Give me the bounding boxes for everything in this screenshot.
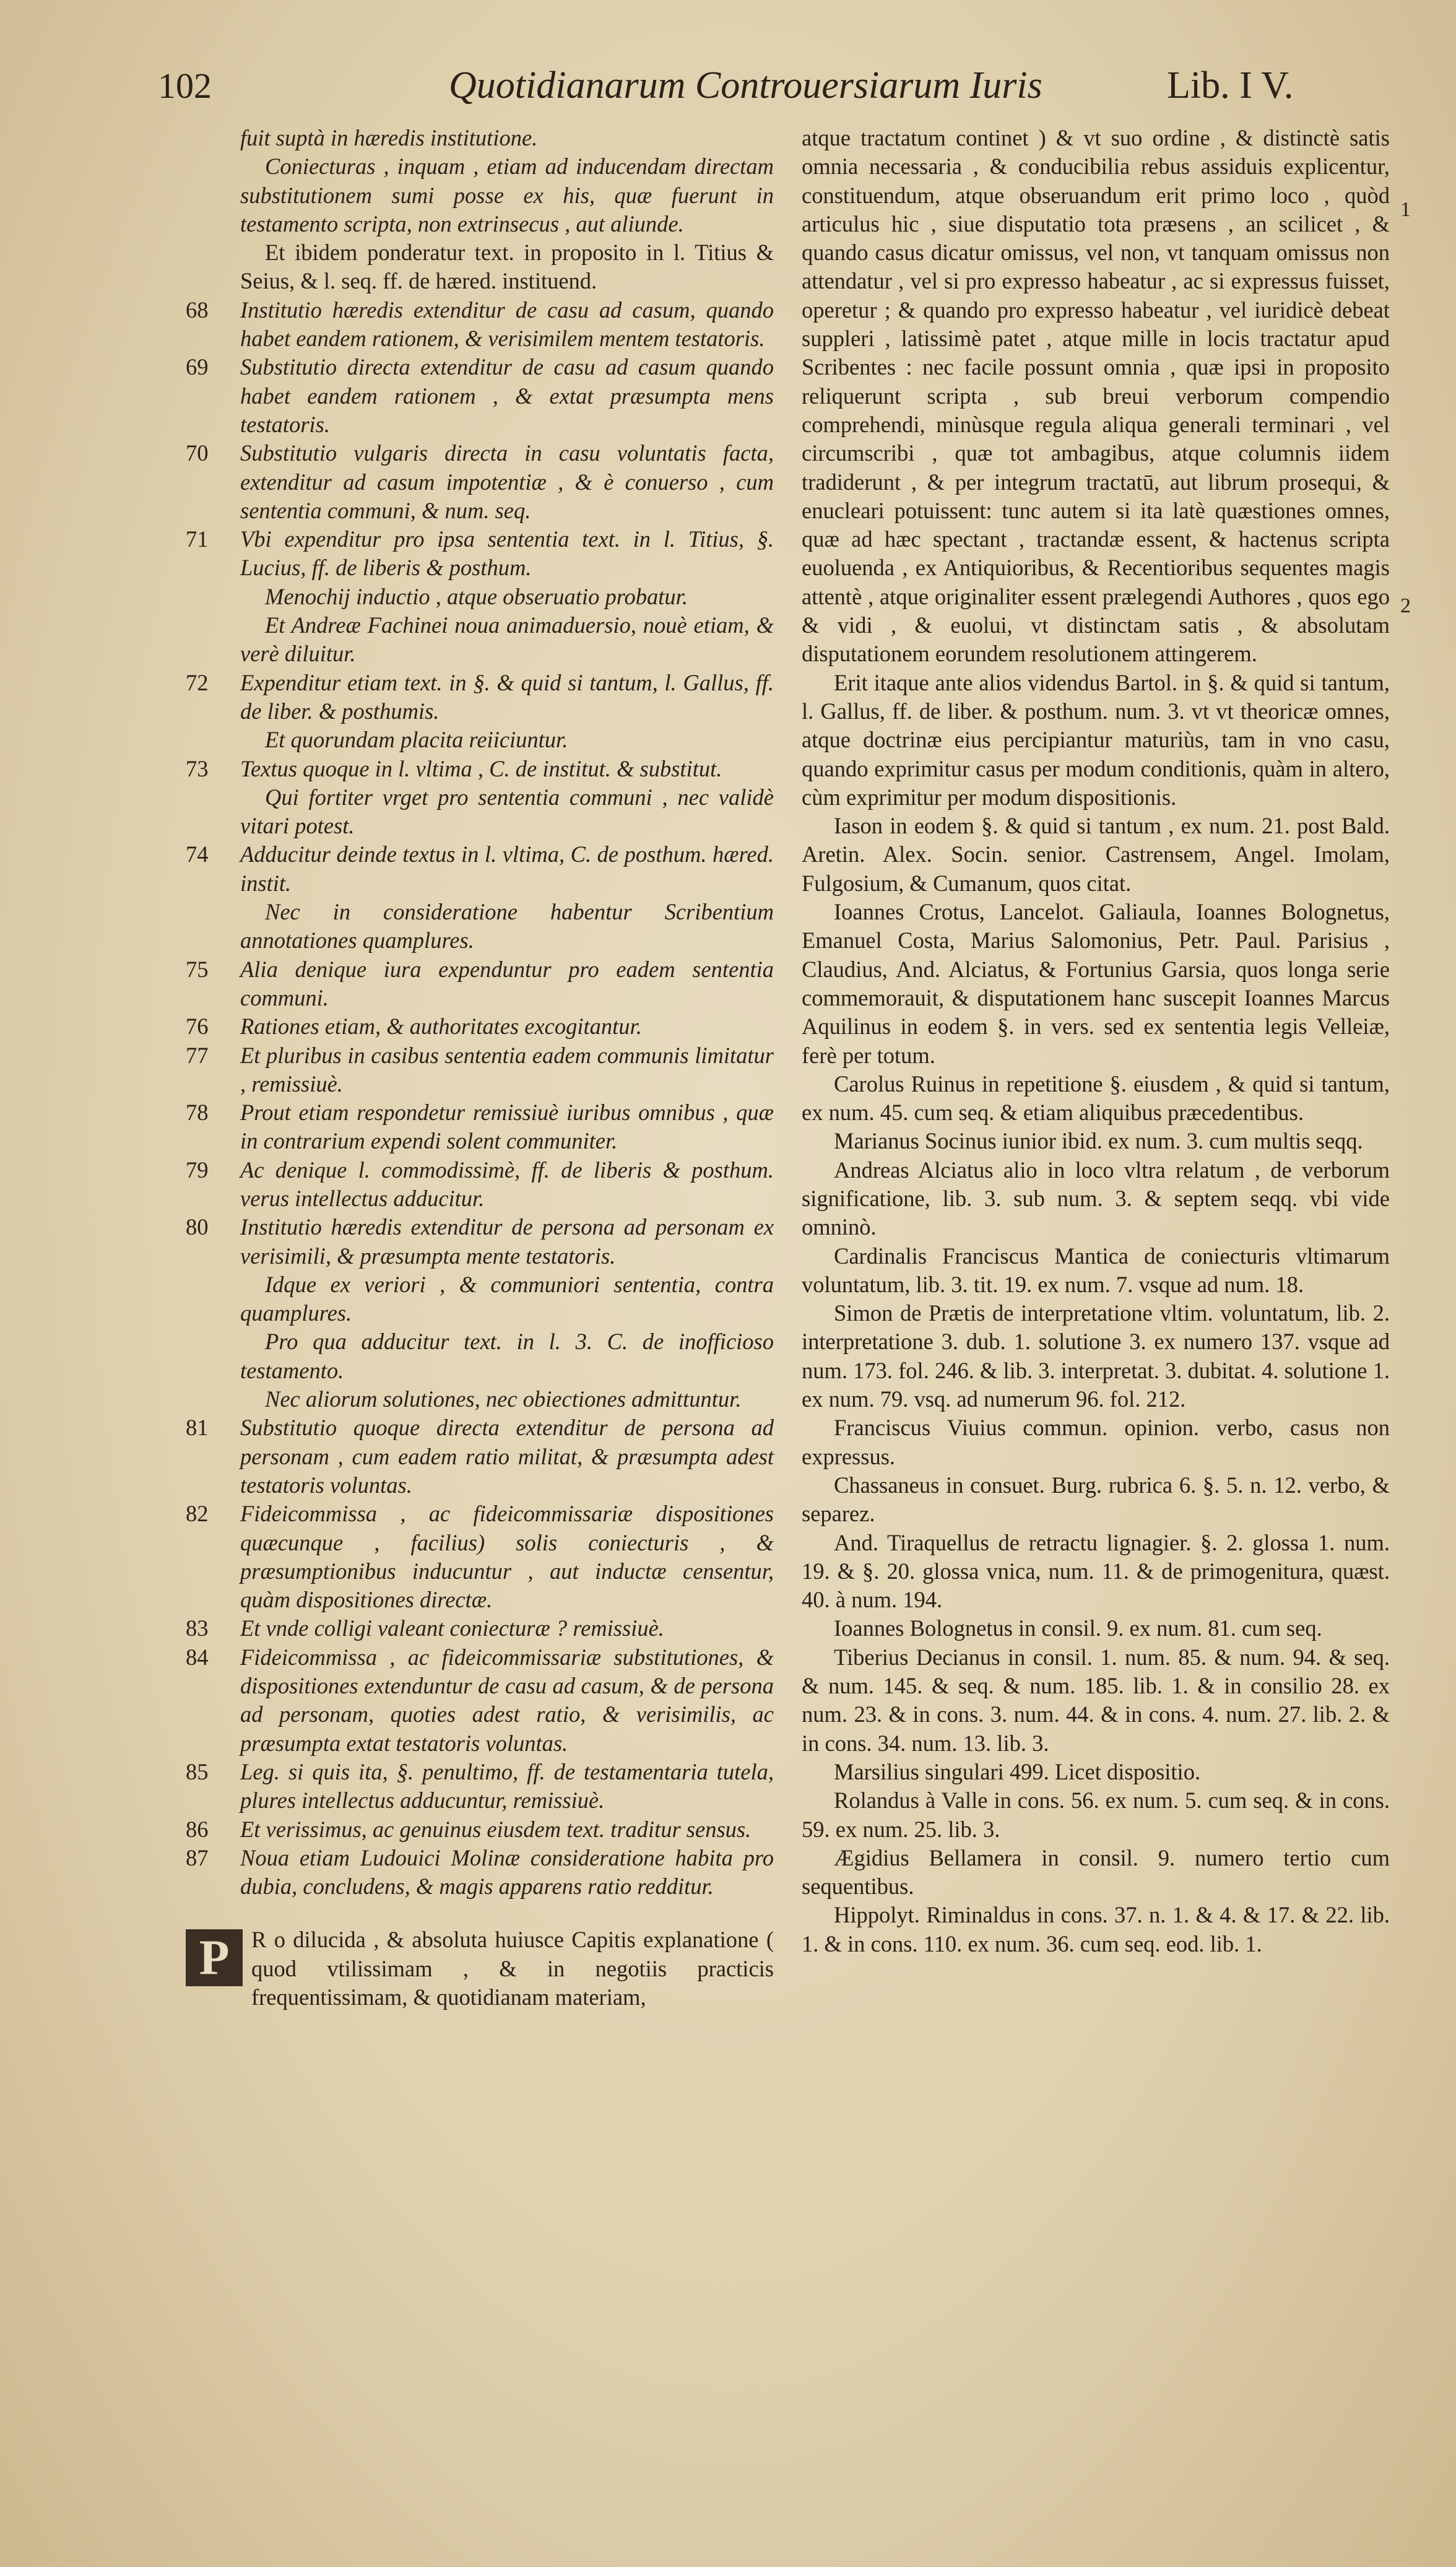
summary-entry (186, 1414, 774, 1500)
summary-entry-text: Substitutio directa extenditur de casu ad casum quando habet eandem rationem , & extat præsumpta mens testatoris. (240, 354, 774, 437)
summary-entry (186, 439, 774, 525)
body-paragraph: Ioannes Bolognetus in consil. 9. ex num. 81. cum seq. (834, 1615, 1322, 1641)
summary-entry-number: 78 (186, 1100, 209, 1126)
margin-number-1: 1 (1400, 198, 1411, 221)
margin-number-2: 2 (1400, 594, 1411, 617)
summary-entry-text: Noua etiam Ludouici Molinæ consideratione habita pro dubia, concludens, & magis apparens ratio redditur. (240, 1844, 774, 1900)
page-header (158, 59, 1303, 115)
summary-entry (186, 955, 774, 1013)
summary-entry-number: 87 (186, 1844, 209, 1870)
summary-entry (186, 1012, 774, 1041)
summary-entry (186, 1758, 774, 1815)
summary-subentry: Idque ex veriori , & communiori sententia, contra quamplures. (240, 1271, 774, 1326)
summary-entry-text: Ac denique l. commodissimè, ff. de liberis & posthum. verus intellectus adducitur. (240, 1157, 774, 1211)
summary-entry-text: Alia denique iura expenduntur pro eadem sententia communi. (240, 956, 774, 1010)
summary-entry-text: Et verissimus, ac genuinus eiusdem text. traditur sensus. (240, 1816, 752, 1842)
summary-entry (186, 1614, 774, 1643)
body-paragraph: Marianus Socinus iunior ibid. ex num. 3. cum multis seqq. (834, 1128, 1363, 1154)
summary-entry-text: Adducitur deinde textus in l. vltima, C. de posthum. hæred. instit. (240, 841, 774, 896)
body-paragraph: Tiberius Decianus in consil. 1. num. 85. & num. 94. & seq. & num. 145. & seq. & num. 185. lib. 1. & in consilio 28. ex num. 23. & in cons. 3. num. 44. & in cons. 4. num. 27. lib. 2. & in cons. 34. num. 13. lib. 3. (802, 1644, 1390, 1756)
summary-entry-text: Textus quoque in l. vltima , C. de institut. & substitut. (240, 755, 722, 781)
body-paragraph: Franciscus Viuius commun. opinion. verbo, casus non expressus. (802, 1415, 1390, 1469)
body-paragraph: Erit itaque ante alios videndus Bartol. in §. & quid si tantum, l. Gallus, ff. de liber. & posthum. num. 3. vt vt theoricæ omnes, atque doctrinæ eius percipiantur maturiùs, tam in vno casu, quando exprimitur casus per modum conditionis, quàm in altero, cùm exprimitur per modum dispositionis. (802, 669, 1390, 810)
summary-entry (186, 669, 774, 726)
summary-entry-number: 73 (186, 755, 209, 781)
summary-entry (186, 353, 774, 439)
summary-entry-number: 85 (186, 1758, 209, 1784)
summary-entry-text: Vbi expenditur pro ipsa sententia text. in l. Titius, §. Lucius, ff. de liberis & posthum. (240, 526, 774, 581)
body-paragraph: atque tractatum continet ) & vt suo ordine , & distinctè satis omnia necessaria , & conducibilia rebus assiduis explicentur, constituendum, atque obseruandum erit primo loco , quòd articulus hic , siue disputatio tota præsens , an scilicet , & quando casus dicatur omissus, vel non, vt tanquam omissus non attendatur , vel si pro expresso habeatur , ac si expressus fuisset, operetur ; & quando pro expresso habeatur , vel iuridicè debeat suppleri , latissimè patet , atque mille in locis tractatur apud Scribentes : nec facile possunt omnia , quæ ipsi in proposito reliquerunt scripta , sub breui verborum compendio comprehendi, minùsque regula aliqua generali terminari , vel circumscribi , quæ tot ambagibus, atque columnis iidem tradiderunt , & per integrum tractatū, aut librum prosequi, & enucleari potuissent: tunc autem si ita latè quæstiones omnes, quæ ad hæc spectant , tractandæ essent, & hactenus scripta euoluenda , ex Antiquioribus, & Recentioribus sequentes magis attentè , atque originaliter essent prælegendi Authores , quos ego & vidi , & euolui, vt distinctam satis , & absolutam disputationem eorundem resolutionem attingerem. (802, 125, 1390, 667)
summary-entry-number: 71 (186, 526, 209, 552)
page-number: 102 (158, 66, 212, 106)
summary-entry-number: 82 (186, 1501, 209, 1527)
body-paragraph: Chassaneus in consuet. Burg. rubrica 6. §. 5. n. 12. verbo, & separez. (802, 1472, 1390, 1527)
summary-entry-number: 83 (186, 1615, 209, 1641)
body-paragraph: Iason in eodem §. & quid si tantum , ex num. 21. post Bald. Aretin. Alex. Socin. senior. Castrensem, Angel. Imolam, Fulgosium, & Cumanum, quos citat. (802, 813, 1390, 896)
summary-entry (186, 1643, 774, 1758)
summary-entry-text: Fideicommissa , ac fideicommissariæ substitutiones, & dispositiones extenduntur de casu ad casum, & de persona ad personam, quoties adest ratio, & verisimilis, ac præsumpta extat testatoris voluntas. (240, 1644, 774, 1756)
summary-entry-text: Et vnde colligi valeant coniecturæ ? remissiuè. (240, 1615, 664, 1641)
body-paragraph: Carolus Ruinus in repetitione §. eiusdem , & quid si tantum, ex num. 45. cum seq. & etiam aliquibus præcedentibus. (802, 1071, 1390, 1126)
body-paragraph: And. Tiraquellus de retractu lignagier. §. 2. glossa 1. num. 19. & §. 20. glossa vnica, num. 11. & de primogenitura, quæst. 40. à num. 194. (802, 1529, 1390, 1613)
summary-entry (186, 1156, 774, 1214)
summary-entry-text: Leg. si quis ita, §. penultimo, ff. de testamentaria tutela, plures intellectus adducuntur, remissiuè. (240, 1758, 774, 1813)
right-paragraphs (802, 124, 1390, 1958)
summary-entry-text: Et pluribus in casibus sententia eadem communis limitatur , remissiuè. (240, 1042, 774, 1097)
summary-entry (186, 1213, 774, 1270)
body-paragraph: Andreas Alciatus alio in loco vltra relatum , de verborum significatione, lib. 3. sub num. 3. & septem seqq. vbi vide omninò. (802, 1157, 1390, 1240)
summary-entry (186, 840, 774, 898)
summary-subentry: Nec in consideratione habentur Scribentium annotationes quamplures. (240, 899, 774, 953)
summary-entry-number: 75 (186, 956, 209, 982)
body-paragraph: Marsilius singulari 499. Licet dispositio. (834, 1758, 1201, 1784)
summary-intro-2: Coniecturas , inquam , etiam ad inducendam directam substitutionem sumi posse ex his, quæ fuerunt in testamento scripta, non extrinsecus , aut aliunde. (240, 154, 774, 237)
running-title: Quotidianarum Controuersiarum Iuris (449, 64, 1042, 106)
summary-entry-number: 70 (186, 440, 209, 466)
summary-entry-number: 84 (186, 1644, 209, 1670)
summary-subentry: Pro qua adducitur text. in l. 3. C. de inofficioso testamento. (240, 1329, 774, 1383)
summary-entry-number: 79 (186, 1157, 209, 1183)
summary-entry-number: 86 (186, 1816, 209, 1842)
body-paragraph: Hippolyt. Riminaldus in cons. 37. n. 1. & 4. & 17. & 22. lib. 1. & in cons. 110. ex num. 36. cum seq. eod. lib. 1. (802, 1902, 1390, 1957)
summary-intro-3: Et ibidem ponderatur text. in proposito in l. Titius & Seius, & l. seq. ff. de hæred. instituend. (240, 240, 774, 294)
summary-entry-number: 76 (186, 1014, 209, 1040)
summary-subentry: Menochij inductio , atque obseruatio probatur. (265, 583, 688, 609)
summary-entry-text: Expenditur etiam text. in §. & quid si tantum, l. Gallus, ff. de liber. & posthumis. (240, 669, 774, 724)
summary-entry (186, 1815, 774, 1844)
chapter-opening (186, 1926, 774, 2012)
summary-entry-text: Institutio hæredis extenditur de casu ad casum, quando habet eandem rationem, & verisimilem mentem testatoris. (240, 297, 774, 352)
body-paragraph: Rolandus à Valle in cons. 56. ex num. 5. cum seq. & in cons. 59. ex num. 25. lib. 3. (802, 1787, 1390, 1842)
body-paragraph: Cardinalis Franciscus Mantica de coniecturis vltimarum voluntatum, lib. 3. tit. 19. ex num. 7. vsque ad num. 18. (802, 1243, 1390, 1297)
left-column (186, 124, 774, 2012)
summary-subentry: Nec aliorum solutiones, nec obiectiones admittuntur. (265, 1386, 742, 1412)
summary-entry (186, 1844, 774, 1901)
summary-entry (186, 525, 774, 583)
decorated-initial: P (186, 1929, 243, 1986)
summary-entry (186, 296, 774, 354)
summary-entry-number: 68 (186, 297, 209, 323)
summary-entry-number: 77 (186, 1042, 209, 1068)
summary-intro-1: fuit suptà in hæredis institutione. (240, 125, 538, 150)
right-column (802, 124, 1390, 1958)
summary-entry-text: Institutio hæredis extenditur de persona ad personam ex verisimili, & præsumpta mente testatoris. (240, 1214, 774, 1269)
summary-entry-text: Prout etiam respondetur remissiuè iuribus omnibus , quæ in contrarium expendi solent communiter. (240, 1100, 774, 1154)
body-paragraph: Ægidius Bellamera in consil. 9. numero tertio cum sequentibus. (802, 1844, 1390, 1900)
summary-subentry: Qui fortiter vrget pro sententia communi , nec validè vitari potest. (240, 784, 774, 839)
summary-entry-text: Substitutio vulgaris directa in casu voluntatis facta, extenditur ad casum impotentiæ , & è conuerso , cum sententia communi, & num. seq. (240, 440, 774, 523)
summary-entry-number: 80 (186, 1214, 209, 1240)
summary-entry-number: 69 (186, 354, 209, 380)
summary-entries (186, 296, 774, 1901)
summary-entry (186, 1500, 774, 1614)
summary-entry-number: 72 (186, 669, 209, 695)
summary-entry-number: 74 (186, 841, 209, 867)
body-paragraph: Ioannes Crotus, Lancelot. Galiaula, Ioannes Bolognetus, Emanuel Costa, Marius Salomonius, Petr. Paul. Parisius , Claudius, And. Alciatus, & Fortunius Garsia, quos longa serie commemorauit, & disputationem hanc suscepit Ioannes Marcus Aquilinus in eodem §. in vers. sed ex sententia legis Velleiæ, ferè per totum. (802, 899, 1390, 1068)
summary-entry-text: Substitutio quoque directa extenditur de persona ad personam , cum eadem ratio militat, & præsumpta adest testatoris voluntas. (240, 1415, 774, 1498)
opening-text: R o dilucida , & absoluta huiusce Capitis explanatione ( quod vtilissimam , & in negotiis practicis frequentissimam, & quotidianam materiam, (251, 1927, 774, 2010)
summary-subentry: Et quorundam placita reiiciuntur. (265, 727, 568, 753)
summary-entry-number: 81 (186, 1415, 209, 1441)
summary-entry-text: Rationes etiam, & authoritates excogitantur. (240, 1014, 642, 1040)
summary-entry (186, 1098, 774, 1156)
book-number: Lib. I V. (1167, 64, 1294, 106)
summary-entry-text: Fideicommissa , ac fideicommissariæ dispositiones quæcunque , facilius) solis coniecturis , & præsumptionibus inducuntur , aut inductæ censentur, quàm dispositiones directæ. (240, 1501, 774, 1613)
summary-entry (186, 1041, 774, 1099)
summary-entry (186, 755, 774, 783)
body-paragraph: Simon de Prætis de interpretatione vltim. voluntatum, lib. 2. interpretatione 3. dub. 1. solutione 3. ex numero 137. vsque ad num. 173. fol. 246. & lib. 3. interpretat. 3. dubitat. 4. solutione 1. ex num. 79. vsq. ad numerum 96. fol. 212. (802, 1300, 1390, 1412)
summary-subentry: Et Andreæ Fachinei noua animaduersio, nouè etiam, & verè diluitur. (240, 612, 774, 667)
